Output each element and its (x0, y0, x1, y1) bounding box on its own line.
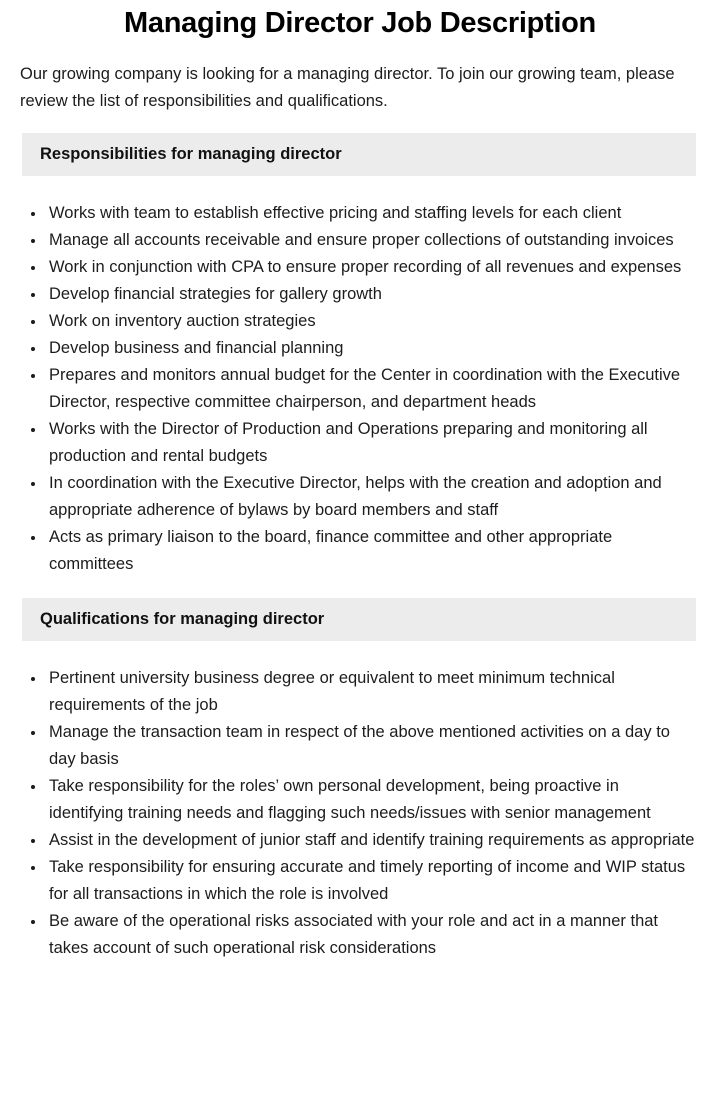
list-item: • Acts as primary liaison to the board, finance committee and other appropriate committees (46, 524, 696, 578)
list-item: • Works with team to establish effective pricing and staffing levels for each client (46, 200, 696, 227)
list-item: • Develop business and financial planning (46, 335, 696, 362)
qualifications-section-heading: Qualifications for managing director (22, 598, 696, 641)
list-item: • Take responsibility for ensuring accurate and timely reporting of income and WIP status for all transactions in which the role is involved (46, 854, 696, 908)
list-item: • Work on inventory auction strategies (46, 308, 696, 335)
responsibilities-section (0, 133, 720, 578)
list-item: • Manage all accounts receivable and ensure proper collections of outstanding invoices (46, 227, 696, 254)
list-item: • Assist in the development of junior staff and identify training requirements as appropriate (46, 827, 696, 854)
qualifications-section (0, 598, 720, 962)
page-title: Managing Director Job Description (124, 7, 596, 39)
list-item: • In coordination with the Executive Director, helps with the creation and adoption and appropriate adherence of bylaws by board members and staff (46, 470, 696, 524)
list-item: • Works with the Director of Production and Operations preparing and monitoring all production and rental budgets (46, 416, 696, 470)
qualifications-list (20, 665, 696, 962)
responsibilities-list (20, 200, 696, 578)
list-item: • Be aware of the operational risks associated with your role and act in a manner that takes account of such operational risk considerations (46, 908, 696, 962)
list-item: • Develop financial strategies for gallery growth (46, 281, 696, 308)
list-item: • Prepares and monitors annual budget for the Center in coordination with the Executive Director, respective committee chairperson, and department heads (46, 362, 696, 416)
responsibilities-section-heading: Responsibilities for managing director (22, 133, 696, 176)
list-item: • Take responsibility for the roles’ own personal development, being proactive in identifying training needs and flagging such needs/issues with senior management (46, 773, 696, 827)
intro-paragraph: Our growing company is looking for a managing director. To join our growing team, please review the list of responsibilities and qualifications. (20, 65, 675, 110)
list-item: • Work in conjunction with CPA to ensure proper recording of all revenues and expenses (46, 254, 696, 281)
list-item: • Manage the transaction team in respect of the above mentioned activities on a day to day basis (46, 719, 696, 773)
list-item: • Pertinent university business degree or equivalent to meet minimum technical requirements of the job (46, 665, 696, 719)
